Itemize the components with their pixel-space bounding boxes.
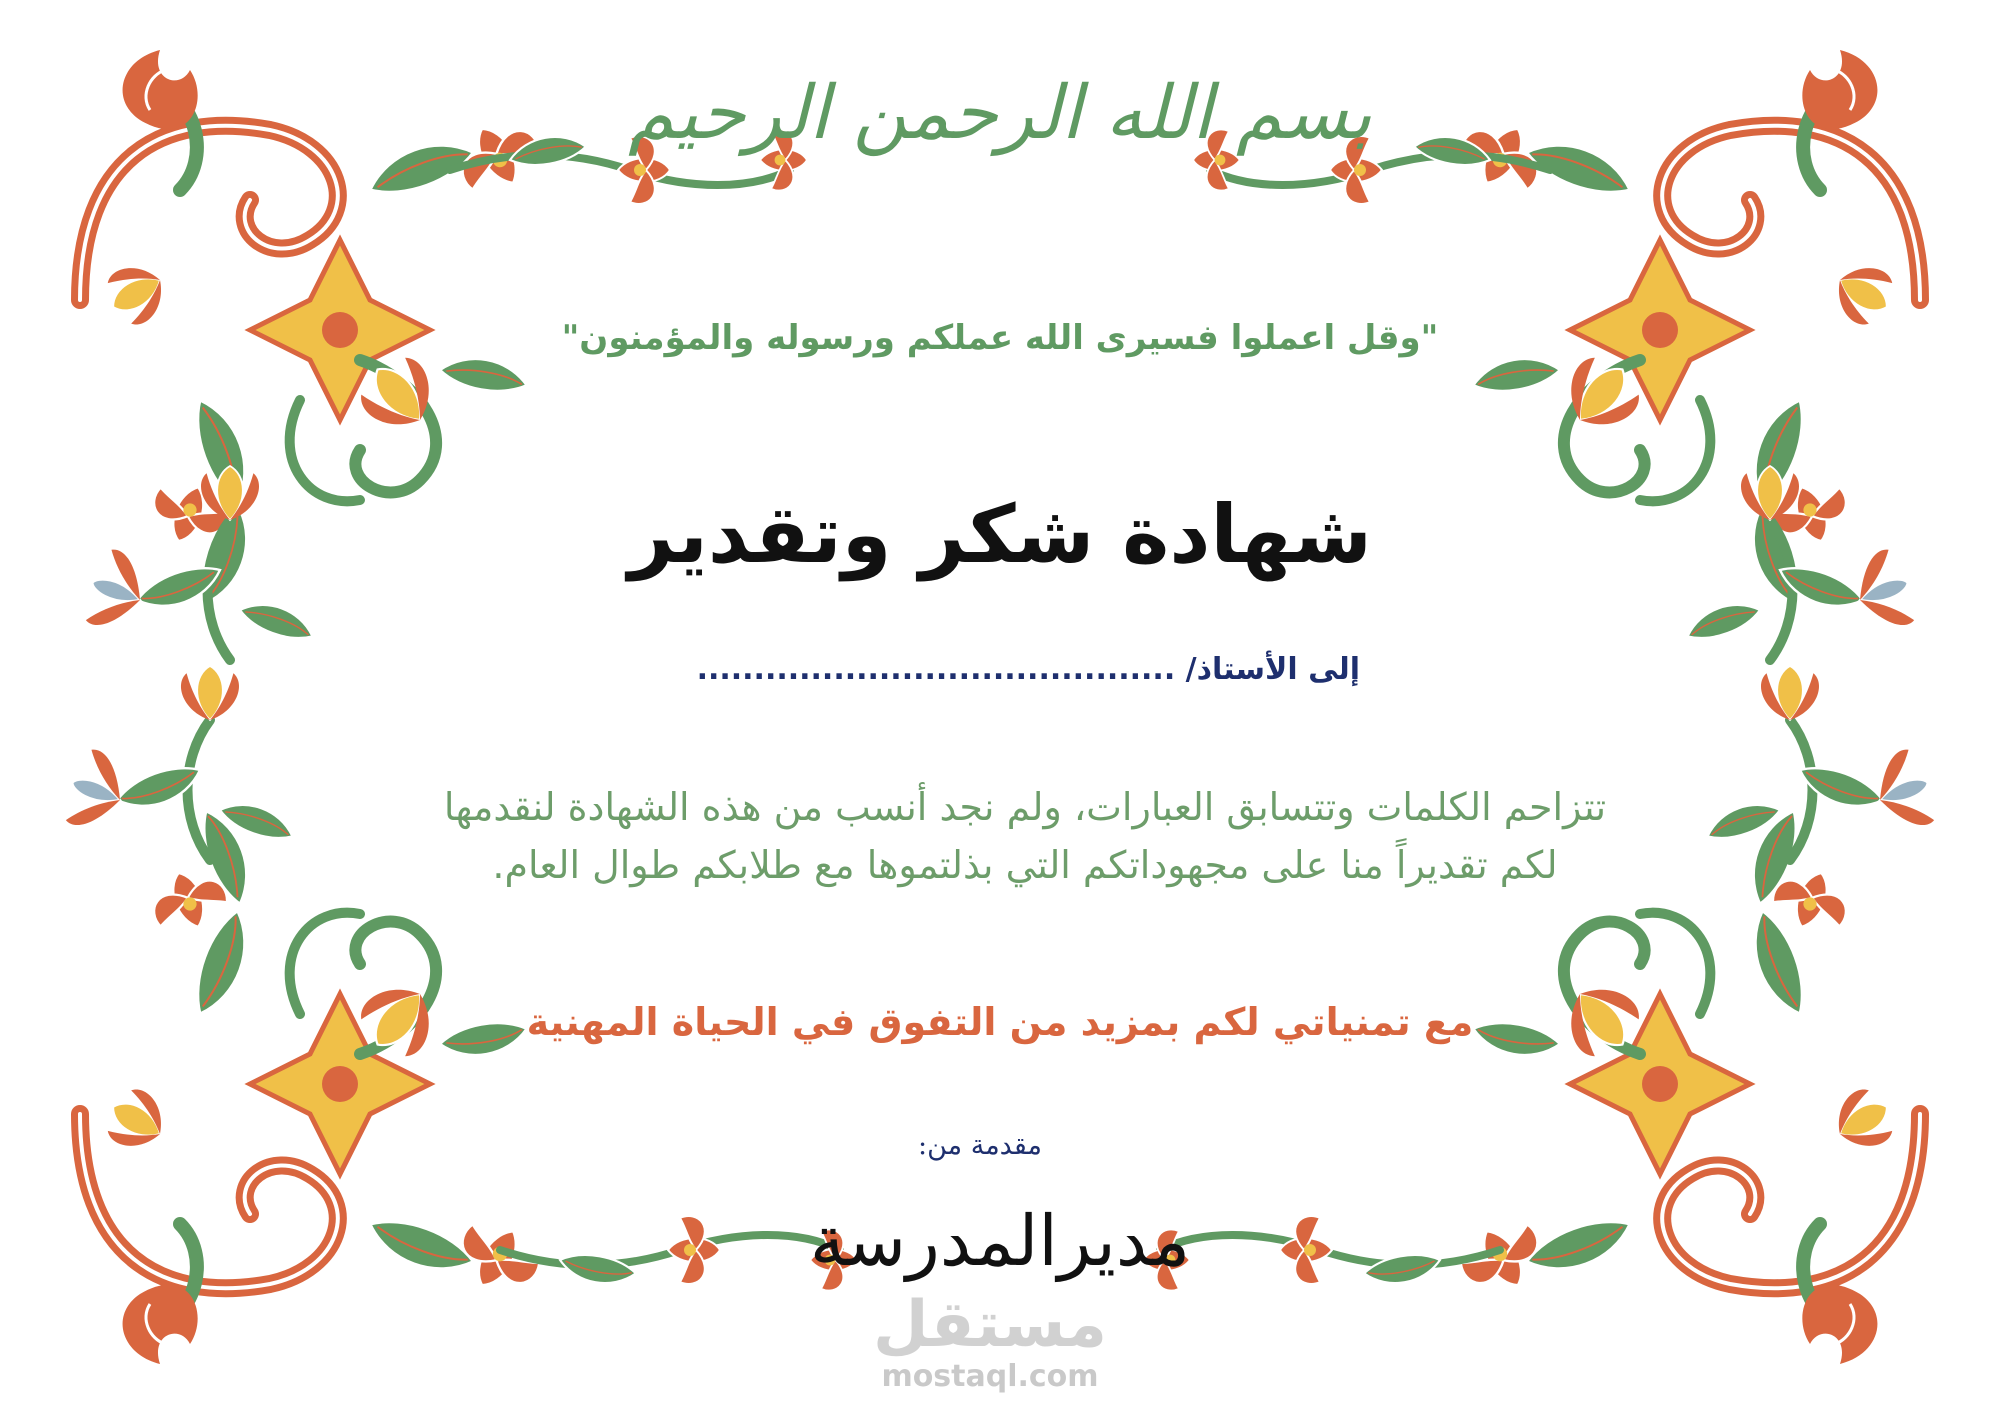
watermark-logo: مستقل: [872, 1288, 1108, 1362]
watermark: [820, 1290, 1160, 1394]
basmala-calligraphy: بسم الله الرحمن الرحيم: [628, 70, 1372, 156]
recipient-line: إلى الأستاذ/ ..........................................: [696, 652, 1360, 687]
quran-verse: "وقل اعملوا فسيرى الله عملكم ورسوله والمؤمنون": [561, 318, 1439, 358]
body-line-2: لكم تقديراً منا على مجهوداتكم التي بذلتموها مع طلابكم طوال العام.: [492, 843, 1558, 887]
signatory-name: مديرالمدرسة: [809, 1200, 1191, 1282]
presented-by-label: مقدمة من:: [918, 1130, 1042, 1161]
watermark-url: mostaql.com: [881, 1359, 1099, 1394]
wishes-line: مع تمنياتي لكم بمزيد من التفوق في الحياة المهنية: [526, 1000, 1474, 1044]
body-line-1: تتزاحم الكلمات وتتسابق العبارات، ولم نجد أنسب من هذه الشهادة لنقدمها: [443, 785, 1607, 829]
certificate-body: [320, 778, 1730, 894]
certificate-title: شهادة شكر وتقدير: [628, 488, 1372, 581]
